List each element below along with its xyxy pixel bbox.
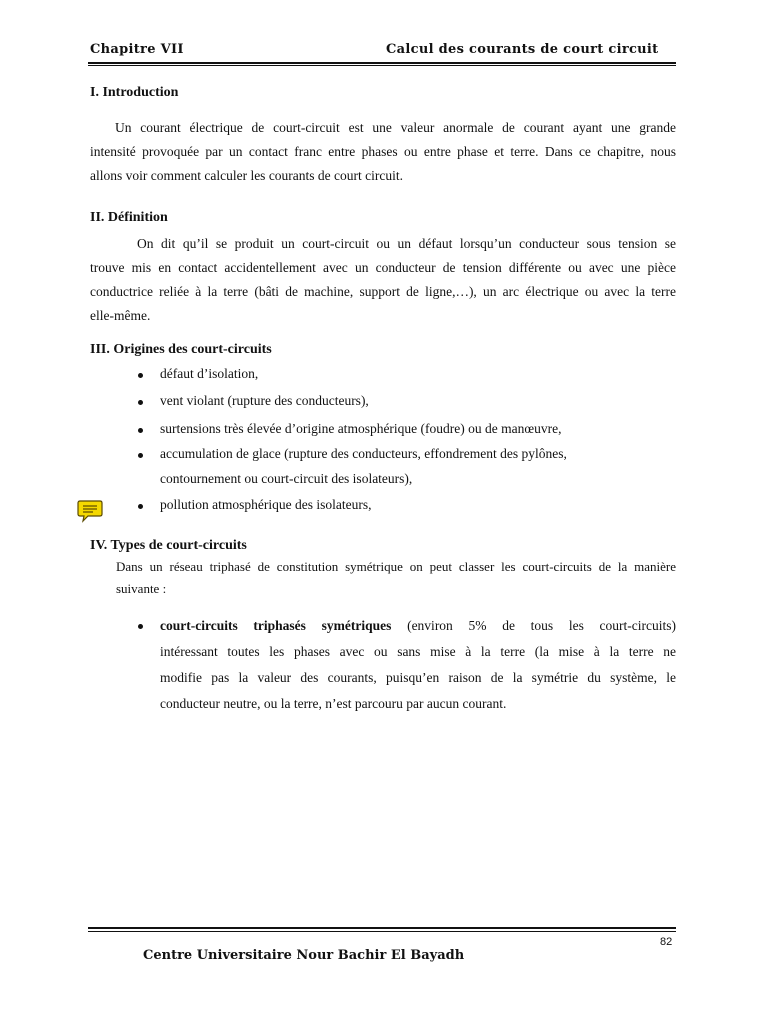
definition-line-2: trouve mis en contact accidentellement avec un conducteur de tension différente ou avec une pièce (90, 260, 676, 275)
comment-note-icon[interactable] (77, 499, 103, 523)
intro-line-3: allons voir comment calculer les courants de court circuit. (90, 168, 404, 183)
footer-rule-thin (88, 931, 676, 932)
definition-line-1: On dit qu’il se produit un court-circuit ou un défaut lorsqu’un conducteur sous tension se (137, 236, 676, 251)
types-bullet-bold: court-circuits triphasés symétriques (160, 618, 392, 633)
page-number: 82 (660, 936, 673, 948)
types-bullet-line-3: modifie pas la valeur des courants, puisqu’en raison de la symétrie du système, le (160, 670, 676, 685)
bullet-dot (138, 428, 143, 433)
origine-item-1: défaut d’isolation, (160, 366, 259, 381)
bullet-dot (138, 504, 143, 509)
chapter-title: Calcul des courants de court circuit (386, 42, 659, 57)
section-title-origines: III. Origines des court-circuits (90, 342, 272, 357)
origine-item-5: pollution atmosphérique des isolateurs, (160, 497, 372, 512)
types-intro-line-2: suivante : (116, 581, 167, 596)
origine-item-3: surtensions très élevée d’origine atmosphérique (foudre) ou de manœuvre, (160, 421, 562, 436)
header-rule (88, 62, 676, 64)
types-intro-paragraph (116, 556, 676, 600)
comment-note-icon-graphic (77, 499, 103, 523)
types-bullet-line-2: intéressant toutes les phases avec ou sans mise à la terre (la mise à la terre ne (160, 644, 676, 659)
footer-rule (88, 927, 676, 929)
bullet-dot (138, 373, 143, 378)
types-bullet-line-1-rest: (environ 5% de tous les court-circuits) (391, 618, 677, 633)
origine-item-4-continued: contournement ou court-circuit des isolateurs), (160, 471, 413, 486)
bullet-dot (138, 624, 143, 629)
types-intro-line-1: Dans un réseau triphasé de constitution symétrique on peut classer les court-circuits de la manière (116, 559, 676, 574)
section-title-types: IV. Types de court-circuits (90, 538, 247, 553)
types-bullet-paragraph (160, 613, 676, 717)
definition-line-4: elle-même. (90, 308, 151, 323)
introduction-paragraph (90, 116, 676, 188)
intro-line-2: intensité provoquée par un contact franc entre phases ou entre phase et terre. Dans ce chapitre, nous (90, 144, 676, 159)
intro-line-1: Un courant électrique de court-circuit est une valeur anormale de courant ayant une grande (115, 120, 676, 135)
section-title-introduction: I. Introduction (90, 85, 179, 100)
definition-paragraph (90, 232, 676, 328)
header-rule-thin (88, 65, 676, 66)
bullet-dot (138, 453, 143, 458)
definition-line-3: conductrice reliée à la terre (bâti de machine, support de ligne,…), un arc électrique ou avec la terre (90, 284, 676, 299)
types-bullet-line-1 (160, 613, 676, 639)
bullet-dot (138, 400, 143, 405)
institution-name: Centre Universitaire Nour Bachir El Bayadh (143, 948, 465, 963)
types-bullet-line-4: conducteur neutre, ou la terre, n’est parcouru par aucun courant. (160, 696, 507, 711)
section-title-definition: II. Définition (90, 210, 168, 225)
origine-item-2: vent violant (rupture des conducteurs), (160, 393, 369, 408)
chapter-label: Chapitre VII (90, 42, 184, 57)
origine-item-4: accumulation de glace (rupture des conducteurs, effondrement des pylônes, (160, 446, 567, 461)
